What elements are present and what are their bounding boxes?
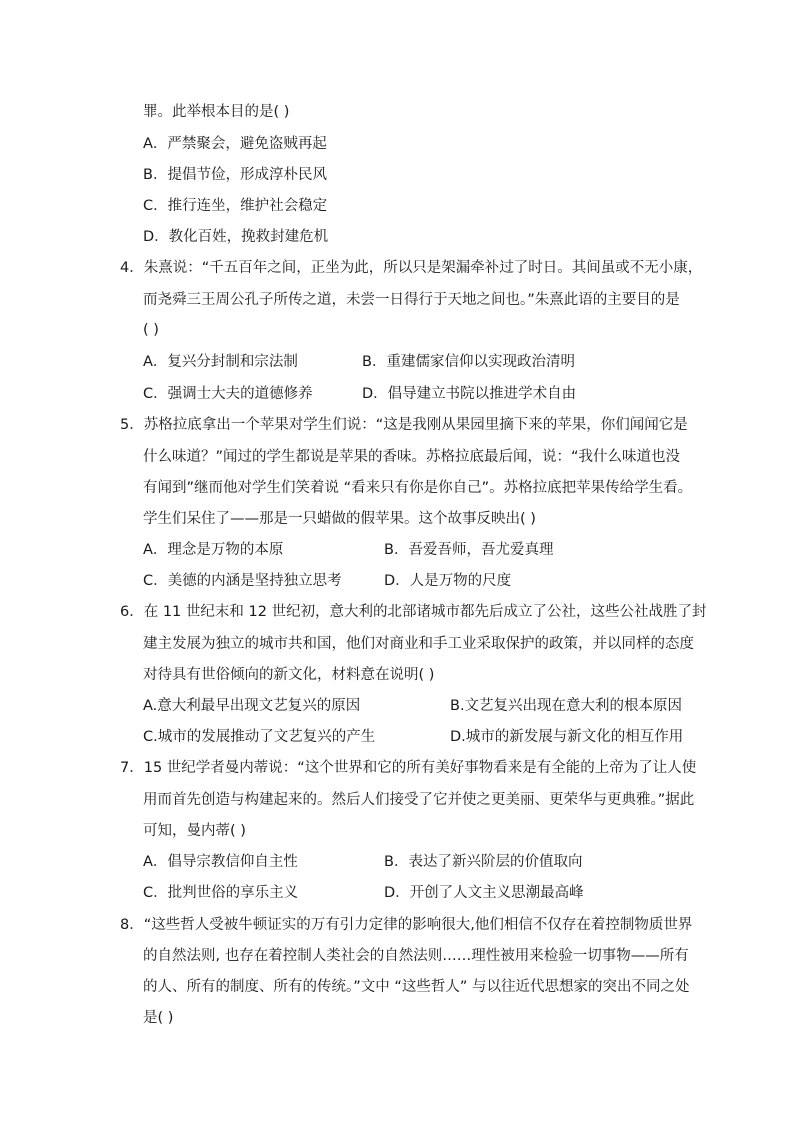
q8-stem-line-1: 8．“这些哲人受被牛顿证实的万有引力定律的影响很大,他们相信不仅存在着控制物质世界 [120, 917, 693, 933]
q3-stem-tail: 罪。此举根本目的是( ) [143, 104, 290, 120]
q7-stem-line-2: 用而首先创造与构建起来的。然后人们接受了它并使之更美丽、更荣华与更典雅。”据此 [143, 792, 695, 808]
q6-option-c[interactable]: C.城市的发展推动了文艺复兴的产生 [143, 729, 376, 745]
q5-stem-line-3: 有闻到”继而他对学生们笑着说 “看来只有你是你自己”。苏格拉底把苹果传给学生看。 [143, 480, 693, 496]
q6-stem-line-2: 建主发展为独立的城市共和国，他们对商业和手工业采取保护的政策，并以同样的态度 [143, 636, 694, 652]
q5-option-a[interactable]: A．理念是万物的本原 [143, 542, 284, 558]
q7-option-d[interactable]: D．开创了人文主义思潮最高峰 [384, 885, 584, 901]
q5-stem-line-4: 学生们呆住了——那是一只蜡做的假苹果。这个故事反映出( ) [143, 511, 536, 527]
q7-option-a[interactable]: A．倡导宗教信仰自主性 [143, 854, 298, 870]
q7-option-c[interactable]: C．批判世俗的享乐主义 [143, 885, 299, 901]
q8-stem-line-4: 是( ) [143, 1010, 174, 1026]
q3-option-d[interactable]: D．教化百姓，挽救封建危机 [143, 229, 329, 245]
q4-option-b[interactable]: B．重建儒家信仰以实现政治清明 [362, 354, 575, 370]
q6-option-d[interactable]: D.城市的新发展与新文化的相互作用 [450, 729, 684, 745]
q6-option-a[interactable]: A.意大利最早出现文艺复兴的原因 [143, 698, 361, 714]
q3-option-a[interactable]: A．严禁聚会，避免盗贼再起 [143, 136, 327, 152]
q7-stem-line-3: 可知，曼内蒂( ) [143, 823, 246, 839]
q4-option-d[interactable]: D．倡导建立书院以推进学术自由 [362, 386, 577, 402]
q4-stem-line-2: 而尧舜三王周公孔子所传之道，未尝一日得行于天地之间也。”朱熹此语的主要目的是 [143, 292, 680, 308]
q6-option-b[interactable]: B.文艺复兴出现在意大利的根本原因 [450, 698, 683, 714]
q4-stem-line-3: ( ) [143, 322, 159, 338]
q4-stem-line-1: 4．朱熹说：“千五百年之间，正坐为此，所以只是架漏牵补过了时日。其间虽或不无小康， [120, 260, 703, 276]
q5-option-b[interactable]: B．吾爱吾师，吾尤爱真理 [384, 542, 554, 558]
q5-option-c[interactable]: C．美德的内涵是坚持独立思考 [143, 573, 342, 589]
q3-option-b[interactable]: B．提倡节俭，形成淳朴民风 [143, 167, 327, 183]
q4-option-c[interactable]: C．强调士大夫的道德修养 [143, 386, 313, 402]
q5-option-d[interactable]: D．人是万物的尺度 [384, 573, 512, 589]
q6-stem-line-1: 6．在 11 世纪末和 12 世纪初，意大利的北部诸城市都先后成立了公社，这些公社战胜了封 [120, 604, 707, 620]
q8-stem-line-3: 的人、所有的制度、所有的传统。”文中 “这些哲人” 与以往近代思想家的突出不同之处 [143, 979, 690, 995]
q5-stem-line-2: 什么味道？”闻过的学生都说是苹果的香味。苏格拉底最后闻，说：“我什么味道也没 [143, 449, 681, 465]
q5-stem-line-1: 5．苏格拉底拿出一个苹果对学生们说：“这是我刚从果园里摘下来的苹果，你们闻闻它是 [120, 417, 688, 433]
q6-stem-line-3: 对待具有世俗倾向的新文化，材料意在说明( ) [143, 667, 435, 683]
q7-option-b[interactable]: B．表达了新兴阶层的价值取向 [384, 854, 583, 870]
q3-option-c[interactable]: C．推行连坐，维护社会稳定 [143, 198, 328, 214]
q7-stem-line-1: 7．15 世纪学者曼内蒂说：“这个世界和它的所有美好事物看来是有全能的上帝为了让人使 [120, 760, 697, 776]
q4-option-a[interactable]: A．复兴分封制和宗法制 [143, 354, 298, 370]
q8-stem-line-2: 的自然法则, 也存在着控制人类社会的自然法则……理性被用来检验一切事物——所有 [143, 948, 689, 964]
